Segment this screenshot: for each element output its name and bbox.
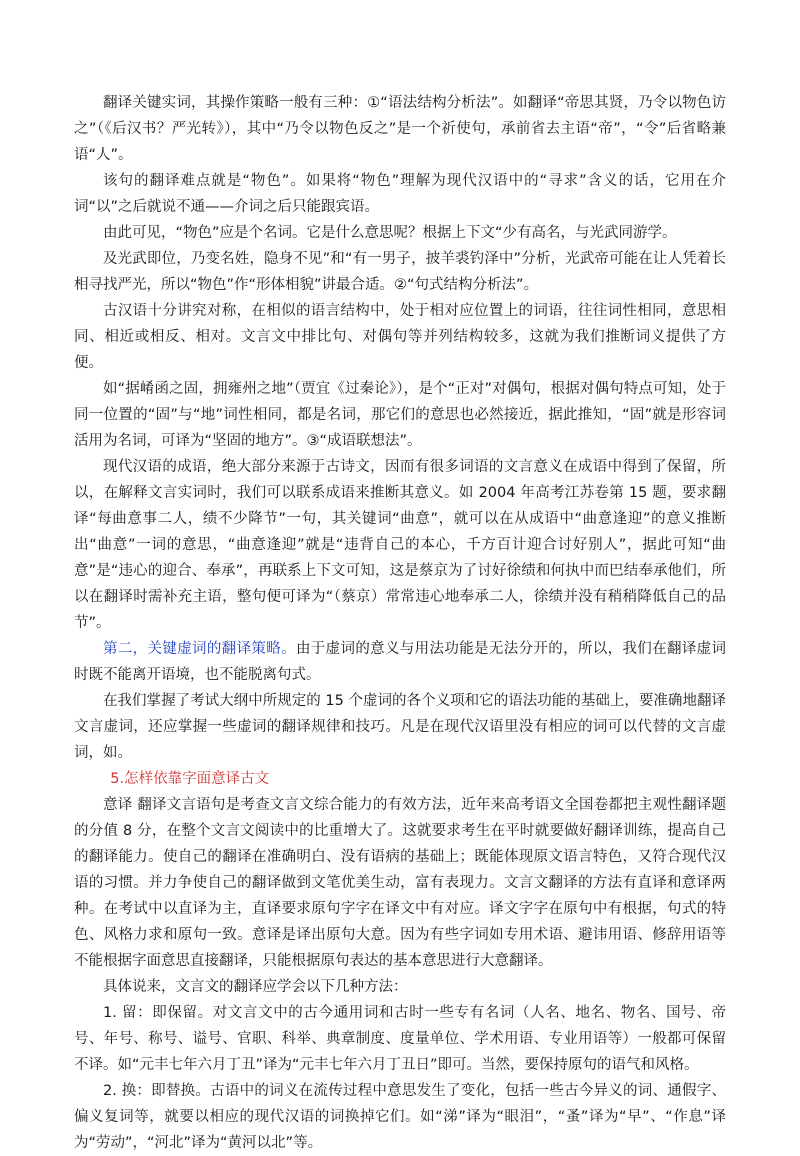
paragraph: 及光武即位，乃变名姓，隐身不见”和“有一男子，披羊裘钓泽中”分析，光武帝可能在让人凭着长相寻找严光，所以“物色”作“形体相貌”讲最合适。②“句式结构分析法”。 xyxy=(74,251,726,293)
paragraph: 现代汉语的成语，绝大部分来源于古诗文，因而有很多词语的文言意义在成语中得到了保留，所以，在解释文言实词时，我们可以联系成语来推断其意义。如 2004 年高考江苏卷第 15 题，要求翻译“每曲意事二人，绩不少降节”一句，其关键词“曲意”，就可以在从成语中“曲意逢迎”的意义推断出“曲意”一词的意思，“曲意逢迎”就是“违背自己的本心，千方百计迎合讨好别人”，据此可知“曲意”是“违心的迎合、奉承”，再联系上下文可知，这是蔡京为了讨好徐绩和何执中而巴结奉承他们，所以在翻译时需补充主语，整句便可译为“（蔡京）常常违心地奉承二人，徐绩并没有稍稍降低自己的品节”。 xyxy=(74,459,726,631)
paragraph: 在我们掌握了考试大纲中所规定的 15 个虚词的各个义项和它的语法功能的基础上，要准确地翻译文言虚词，还应掌握一些虚词的翻译规律和技巧。凡是在现代汉语里没有相应的词可以代替的文言虚词，如。 xyxy=(74,693,726,761)
paragraph: 翻译关键实词，其操作策略一般有三种：①“语法结构分析法”。如翻译“帝思其贤，乃令以物色访之”（《后汉书？严光转》），其中“乃令以物色反之”是一个祈使句，承前省去主语“帝”，“令”后省略兼语“人”。 xyxy=(74,95,726,163)
paragraph: 古汉语十分讲究对称，在相似的语言结构中，处于相对应位置上的词语，往往词性相同，意思相同、相近或相反、相对。文言文中排比句、对偶句等并列结构较多，这就为我们推断词义提供了方便。 xyxy=(74,303,726,371)
paragraph: 如“据崤函之固，拥雍州之地”（贾宜《过秦论》），是个“正对”对偶句，根据对偶句特点可知，处于同一位置的“固”与“地”词性相同，都是名词，那它们的意思也必然接近，据此推知，“固”就是形容词活用为名词，可译为“坚固的地方”。③“成语联想法”。 xyxy=(74,381,726,449)
paragraph: 意译 翻译文言语句是考查文言文综合能力的有效方法，近年来高考语文全国卷都把主观性翻译题的分值 8 分，在整个文言文阅读中的比重增大了。这就要求考生在平时就要做好翻译训练，提高自己的翻译能力。使自己的翻译在准确明白、没有语病的基础上；既能体现原文语言特色，又符合现代汉语的习惯。并力争使自己的翻译做到文笔优美生动，富有表现力。文言文翻译的方法有直译和意译两种。在考试中以直译为主，直译要求原句字字在译文中有对应。译文字字在原句中有根据，句式的特色、风格力求和原句一致。意译是译出原句大意。因为有些字词如专用术语、避讳用语、修辞用语等不能根据字面意思直接翻译，只能根据原句表达的基本意思进行大意翻译。 xyxy=(74,797,726,969)
document-body xyxy=(74,90,726,1156)
section-heading-red: 5.怎样依靠字面意译古文 xyxy=(110,771,270,787)
paragraph: 具体说来，文言文的翻译应学会以下几种方法： xyxy=(103,979,408,995)
list-item: 1. 留：即保留。对文言文中的古今通用词和古时一些专有名词（人名、地名、物名、国号、帝号、年号、称号、谥号、官职、科举、典章制度、度量单位、学术用语、专业用语等）一般都可保留不译。如“元丰七年六月丁丑”译为“元丰七年六月丁丑日”即可。当然，要保持原句的语气和风格。 xyxy=(74,1005,726,1073)
paragraph: 由此可见，“物色”应是个名词。它是什么意思呢？根据上下文“少有高名，与光武同游学。 xyxy=(103,225,677,241)
list-item: 2. 换：即替换。古语中的词义在流传过程中意思发生了变化，包括一些古今异义的词、通假字、偏义复词等，就要以相应的现代汉语的词换掉它们。如“涕”译为“眼泪”，“蚤”译为“早”、“作息”译为“劳动”，“河北”译为“黄河以北”等。 xyxy=(74,1083,726,1151)
section-heading-blue: 第二，关键虚词的翻译策略。 xyxy=(103,641,296,657)
paragraph-with-heading xyxy=(74,636,726,688)
paragraph-text: 由于虚词的意义与用法功能是无法分开的，所以，我们在翻译虚词时既不能离开语境，也不能脱离句式。 xyxy=(74,641,727,683)
paragraph: 该句的翻译难点就是“物色”。如果将“物色”理解为现代汉语中的“寻求”含义的话，它用在介词“以”之后就说不通——介词之后只能跟宾语。 xyxy=(74,173,726,215)
